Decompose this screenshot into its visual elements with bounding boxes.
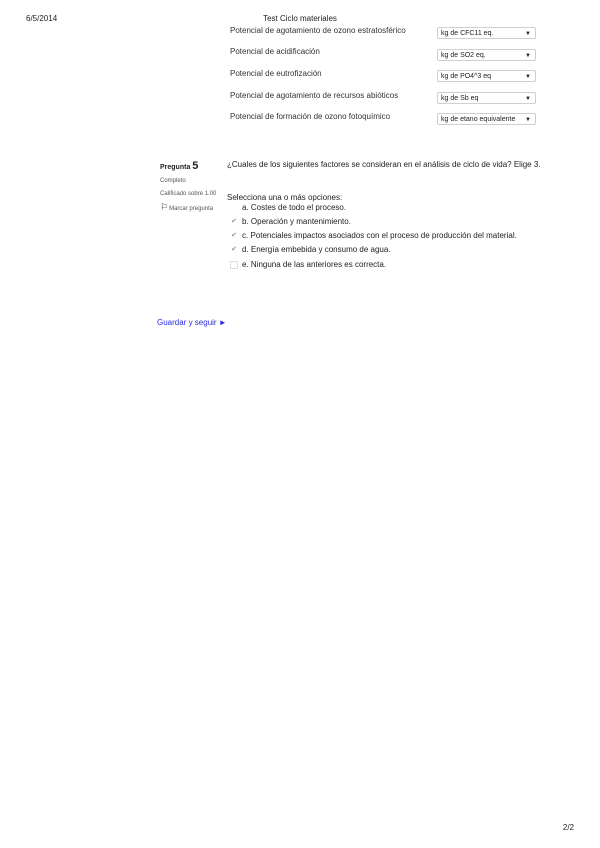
flag-icon: ⚐ — [160, 202, 169, 212]
dropdown-arrow-icon: ▼ — [525, 31, 531, 37]
checkbox[interactable] — [230, 261, 238, 269]
checkmark-icon[interactable]: ✔ — [231, 217, 237, 225]
answer-option[interactable] — [230, 231, 517, 243]
dropdown-arrow-icon: ▼ — [525, 53, 531, 59]
match-row — [230, 47, 540, 61]
save-and-continue-link[interactable]: Guardar y seguir ► — [157, 318, 227, 327]
option-label: e. Ninguna de las anteriores es correcta. — [242, 260, 387, 269]
flag-label: Marcar pregunta — [169, 206, 214, 212]
answer-option[interactable] — [230, 260, 386, 272]
match-row — [230, 112, 540, 126]
match-label: Potencial de formación de ozono fotoquímico — [230, 112, 391, 121]
match-label: Potencial de agotamiento de ozono estratosférico — [230, 26, 406, 35]
answer-option[interactable] — [230, 217, 351, 229]
match-label: Potencial de eutrofización — [230, 69, 322, 78]
print-date: 6/5/2014 — [26, 14, 58, 23]
unit-select[interactable] — [437, 113, 536, 125]
question-number-value: 5 — [192, 160, 199, 172]
answer-option[interactable] — [230, 203, 346, 215]
unit-select-value: kg de SO2 eq. — [441, 52, 486, 59]
question-number — [160, 160, 222, 172]
unit-select[interactable] — [437, 27, 536, 39]
option-label: d. Energía embebida y consumo de agua. — [242, 245, 391, 254]
unit-select-value: kg de CFC11 eq. — [441, 30, 494, 37]
checkmark-icon[interactable]: ✔ — [231, 231, 237, 239]
dropdown-arrow-icon: ▼ — [525, 96, 531, 102]
page-title: Test Ciclo materiales — [263, 14, 337, 23]
question-label: Pregunta — [160, 164, 191, 171]
flag-question-link[interactable] — [160, 204, 222, 213]
match-row — [230, 26, 540, 40]
dropdown-arrow-icon: ▼ — [525, 74, 531, 80]
question-text: ¿Cuales de los siguientes factores se consideran en el análisis de ciclo de vida? Elige 3. — [227, 160, 541, 169]
match-row — [230, 91, 540, 105]
match-label: Potencial de acidificación — [230, 47, 320, 56]
page-number: 2/2 — [562, 823, 574, 832]
option-label: c. Potenciales impactos asociados con el proceso de producción del material. — [242, 231, 517, 240]
question-info — [160, 160, 222, 213]
option-label: b. Operación y mantenimiento. — [242, 217, 351, 226]
answer-option[interactable] — [230, 245, 391, 257]
question-state: Completo — [160, 178, 186, 184]
checkbox[interactable] — [230, 204, 238, 212]
unit-select[interactable] — [437, 92, 536, 104]
unit-select-value: kg de PO4^3 eq — [441, 73, 491, 80]
option-label: a. Costes de todo el proceso. — [242, 203, 347, 212]
answer-prompt: Selecciona una o más opciones: — [227, 193, 343, 202]
checkmark-icon[interactable]: ✔ — [231, 245, 237, 253]
match-label: Potencial de agotamiento de recursos abióticos — [230, 91, 399, 100]
match-row — [230, 69, 540, 83]
unit-select-value: kg de etano equivalente — [441, 116, 516, 123]
unit-select-value: kg de Sb eq — [441, 95, 479, 102]
dropdown-arrow-icon: ▼ — [525, 117, 531, 123]
question-grade: Calificado sobre 1.00 — [160, 191, 217, 197]
unit-select[interactable] — [437, 49, 536, 61]
unit-select[interactable] — [437, 70, 536, 82]
